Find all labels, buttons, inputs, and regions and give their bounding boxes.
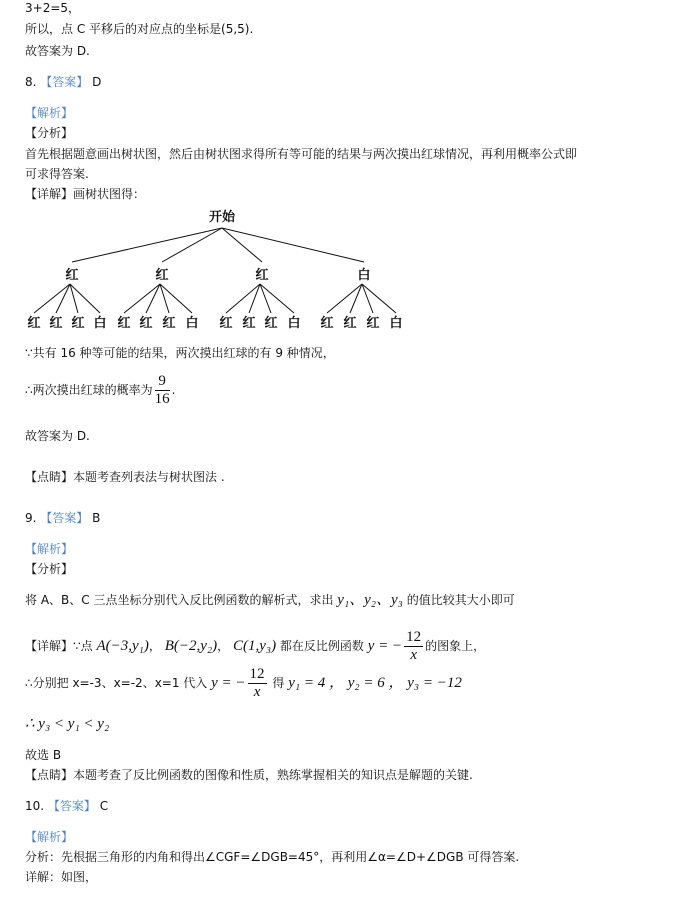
tree-leaf: 红 [366, 316, 380, 331]
tree-leaf: 红 [117, 316, 131, 331]
tree-edges [34, 228, 396, 313]
q8-answer: D [92, 75, 102, 89]
q10-answer: C [99, 799, 109, 813]
q9-detail-prefix: 【详解】∵点 [25, 639, 93, 653]
q9-detail-suffix: 的图象上， [425, 639, 486, 653]
q8-prob-prefix: ∴两次摸出红球的概率为 [25, 383, 153, 397]
tree-node-l1: 红 [65, 268, 79, 283]
fraction-denominator: x [410, 647, 417, 663]
fraction-denominator: 16 [154, 391, 170, 407]
q10-number: 10. [25, 799, 45, 813]
q9-order: ∴ y₃ < y₁ < y₂ [25, 716, 110, 732]
q10-answer-tag: 【答案】 [47, 799, 96, 813]
q9-sub-mid: 得 [272, 676, 285, 690]
fraction-numerator: 12 [406, 629, 422, 645]
q8-comment: 【点睛】本题考查列表法与树状图法 . [25, 470, 225, 484]
q8-prob-fraction [155, 373, 170, 408]
q9-comment: 【点睛】本题考查了反比例函数的图像和性质，熟练掌握相关的知识点是解题的关键. [25, 768, 473, 782]
fraction-numerator: 12 [249, 666, 265, 682]
tree-node-l1: 红 [155, 268, 169, 283]
q8-jiexi-label: 【解析】 [25, 106, 74, 120]
q9-point-c: C(1,y₃) [232, 638, 277, 654]
q9-analysis-vars: y₁、y₂、y₃ [337, 592, 403, 608]
text-line: 故答案为 D. [25, 44, 90, 58]
q9-answer: B [92, 511, 101, 525]
q9-analysis-suffix: 的值比较其大小即可 [406, 593, 515, 607]
q8-fenxi-label: 【分析】 [25, 126, 74, 140]
q9-sub-fraction [248, 666, 267, 701]
tree-leaf: 红 [264, 316, 278, 331]
q8-detail: 【详解】画树状图得： [25, 187, 146, 201]
q10-detail: 详解：如图， [25, 870, 98, 884]
tree-leaf: 白 [93, 316, 107, 331]
q9-number: 9. [25, 511, 37, 525]
fraction-denominator: x [253, 684, 261, 700]
tree-leaf: 红 [242, 316, 256, 331]
tree-leaf: 白 [185, 316, 199, 331]
tree-leaf: 红 [219, 316, 233, 331]
q9-sep: ， [217, 639, 230, 653]
tree-leaf: 红 [27, 316, 41, 331]
q8-analysis-cont: 可求得答案. [25, 167, 89, 181]
q9-substitution [25, 663, 462, 703]
tree-node-l1: 红 [255, 268, 269, 283]
q9-func-lhs: y = − [367, 638, 403, 654]
q9-sub-prefix: ∴分别把 x=-3、x=-2、x=1 代入 [25, 676, 208, 690]
q9-analysis-prefix: 将 A、B、C 三点坐标分别代入反比例函数的解析式，求出 [25, 593, 334, 607]
q8-probability-line [25, 372, 175, 408]
tree-leaf: 红 [71, 316, 85, 331]
q10-jiexi-label: 【解析】 [25, 830, 74, 844]
q9-choose: 故选 B [25, 748, 62, 762]
q9-point-a: A(−3,y₁) [96, 638, 149, 654]
tree-leaf: 红 [49, 316, 63, 331]
q8-number: 8. [25, 75, 37, 89]
q8-count-line: ∵共有 16 种等可能的结果，两次摸出红球的有 9 种情况， [25, 346, 335, 360]
q9-point-b: B(−2,y₂) [164, 638, 218, 654]
q9-sub-func-lhs: y = − [211, 675, 246, 691]
tree-leaf: 红 [139, 316, 153, 331]
q9-analysis [25, 592, 515, 608]
q8-conclusion: 故答案为 D. [25, 429, 90, 443]
fraction-numerator: 9 [155, 373, 170, 391]
q8-analysis: 首先根据题意画出树状图，然后由树状图求得所有等可能的结果与两次摸出红球情况，再利用概率公式即 [25, 147, 578, 161]
text-line: 3+2=5， [25, 1, 81, 15]
tree-root: 开始 [208, 210, 236, 225]
tree-node-l1: 白 [357, 268, 371, 283]
q9-fenxi-label: 【分析】 [25, 562, 74, 576]
q9-func-fraction [404, 629, 423, 664]
tree-leaf: 红 [343, 316, 357, 331]
q9-detail-mid: 都在反比例函数 [279, 639, 364, 653]
q9-answer-tag: 【答案】 [40, 511, 89, 525]
text-line: 所以，点 C 平移后的对应点的坐标是(5,5). [25, 22, 254, 36]
q9-header [25, 510, 100, 526]
q9-sep: ， [148, 639, 161, 653]
q9-sub-result: y₁ = 4 ， y₂ = 6 ， y₃ = −12 [288, 675, 462, 691]
tree-leaf: 白 [287, 316, 301, 331]
tree-leaf: 白 [389, 316, 403, 331]
tree-diagram [0, 0, 693, 340]
tree-leaf: 红 [320, 316, 334, 331]
q9-jiexi-label: 【解析】 [25, 542, 74, 556]
q8-prob-suffix: . [171, 383, 176, 397]
tree-leaf: 红 [162, 316, 176, 331]
q9-detail [25, 626, 485, 666]
q10-header [25, 798, 108, 814]
q10-analysis: 分析：先根据三角形的内角和得出∠CGF=∠DGB=45°，再利用∠α=∠D+∠DGB 可得答案. [25, 850, 520, 864]
q8-answer-tag: 【答案】 [40, 75, 89, 89]
